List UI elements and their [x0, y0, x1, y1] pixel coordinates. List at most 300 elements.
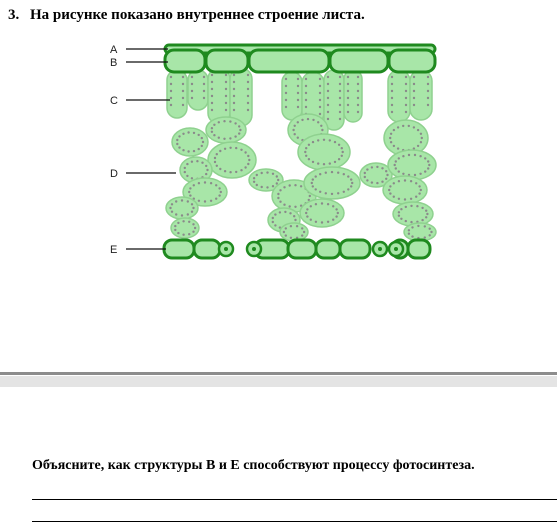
chloroplast — [388, 189, 390, 191]
chloroplast — [178, 135, 180, 137]
chloroplast — [244, 151, 246, 153]
chloroplast — [398, 180, 400, 182]
chloroplast — [284, 211, 286, 213]
chloroplast — [182, 83, 184, 85]
answer-line[interactable] — [32, 521, 557, 522]
chloroplast — [170, 76, 172, 78]
chloroplast — [182, 76, 184, 78]
chloroplast — [414, 174, 416, 176]
chloroplast — [357, 104, 359, 106]
chloroplast — [210, 200, 212, 202]
chloroplast — [391, 83, 393, 85]
chloroplast — [203, 76, 205, 78]
chloroplast — [428, 164, 430, 166]
chloroplast — [339, 90, 341, 92]
chloroplast — [419, 173, 421, 175]
chloroplast — [312, 119, 314, 121]
upper-epidermis-cell — [249, 50, 329, 72]
chloroplast — [198, 182, 200, 184]
chloroplast — [307, 118, 309, 120]
chloroplast — [297, 99, 299, 101]
chloroplast — [427, 160, 429, 162]
chloroplast — [421, 137, 423, 139]
question-title: На рисунке показано внутреннее строение листа. — [30, 7, 365, 23]
chloroplast — [189, 194, 191, 196]
chloroplast — [294, 184, 296, 186]
chloroplast — [413, 76, 415, 78]
chloroplast — [175, 200, 177, 202]
chloroplast — [402, 173, 404, 175]
chloroplast — [170, 83, 172, 85]
chloroplast — [229, 120, 231, 122]
chloroplast — [357, 97, 359, 99]
chloroplast — [297, 78, 299, 80]
chloroplast — [417, 225, 419, 227]
chloroplast — [191, 90, 193, 92]
chloroplast — [319, 173, 321, 175]
chloroplast — [201, 137, 203, 139]
stoma-pore — [378, 247, 382, 251]
chloroplast — [420, 133, 422, 135]
chloroplast — [371, 181, 373, 183]
chloroplast — [191, 211, 193, 213]
chloroplast — [405, 206, 407, 208]
chloroplast — [182, 104, 184, 106]
chloroplast — [393, 196, 395, 198]
chloroplast — [327, 76, 329, 78]
chloroplast — [424, 225, 426, 227]
chloroplast — [413, 97, 415, 99]
chloroplast — [305, 147, 307, 149]
chloroplast — [391, 90, 393, 92]
chloroplast — [425, 210, 427, 212]
chloroplast — [398, 170, 400, 172]
chloroplast — [381, 181, 383, 183]
chloroplast — [315, 188, 317, 190]
chloroplast — [182, 97, 184, 99]
lower-epidermis-cell — [288, 240, 316, 258]
chloroplast — [417, 129, 419, 131]
chloroplast — [337, 172, 339, 174]
chloroplast — [214, 157, 216, 159]
chloroplast — [339, 104, 341, 106]
chloroplast — [233, 109, 235, 111]
chloroplast — [184, 171, 186, 173]
chloroplast — [351, 182, 353, 184]
chloroplast — [272, 185, 274, 187]
chloroplast — [315, 203, 317, 205]
chloroplast — [393, 182, 395, 184]
chloroplast — [186, 175, 188, 177]
chloroplast — [274, 213, 276, 215]
chloroplast — [410, 198, 412, 200]
chloroplast — [398, 157, 400, 159]
chloroplast — [182, 90, 184, 92]
chloroplast — [233, 74, 235, 76]
upper-epidermis-cell — [165, 50, 205, 72]
chloroplast — [301, 227, 303, 229]
chloroplast — [321, 129, 323, 131]
chloroplast — [285, 234, 287, 236]
chloroplast — [315, 175, 317, 177]
chloroplast — [327, 111, 329, 113]
chloroplast — [233, 95, 235, 97]
chloroplast — [187, 213, 189, 215]
palisade-cell — [324, 70, 344, 130]
chloroplast — [418, 185, 420, 187]
section-divider-shadow — [0, 376, 557, 387]
chloroplast — [285, 227, 287, 229]
chloroplast — [216, 165, 218, 167]
chloroplast — [300, 185, 302, 187]
chloroplast — [390, 141, 392, 143]
chloroplast — [397, 147, 399, 149]
chloroplast — [410, 205, 412, 207]
label-c: C — [110, 95, 118, 107]
chloroplast — [219, 150, 221, 152]
chloroplast — [189, 187, 191, 189]
chloroplast — [327, 90, 329, 92]
chloroplast — [413, 104, 415, 106]
chloroplast — [393, 145, 395, 147]
chloroplast — [276, 175, 278, 177]
chloroplast — [305, 155, 307, 157]
chloroplast — [329, 162, 331, 164]
chloroplast — [427, 83, 429, 85]
chloroplast — [186, 163, 188, 165]
chloroplast — [421, 207, 423, 209]
chloroplast — [215, 198, 217, 200]
chloroplast — [294, 219, 296, 221]
chloroplast — [224, 148, 226, 150]
chloroplast — [395, 167, 397, 169]
chloroplast — [319, 191, 321, 193]
leaf-cells — [164, 45, 436, 258]
chloroplast — [331, 171, 333, 173]
chloroplast — [171, 203, 173, 205]
chloroplast — [214, 161, 216, 163]
chloroplast — [405, 111, 407, 113]
chloroplast — [170, 90, 172, 92]
chloroplast — [308, 144, 310, 146]
chloroplast — [294, 125, 296, 127]
chloroplast — [391, 111, 393, 113]
chloroplast — [405, 83, 407, 85]
chloroplast — [290, 225, 292, 227]
chloroplast — [285, 106, 287, 108]
chloroplast — [312, 185, 314, 187]
chloroplast — [277, 197, 279, 199]
chloroplast — [261, 186, 263, 188]
chloroplast — [325, 192, 327, 194]
chloroplast — [405, 76, 407, 78]
chloroplast — [211, 95, 213, 97]
chloroplast — [317, 139, 319, 141]
chloroplast — [285, 78, 287, 80]
chloroplast — [211, 88, 213, 90]
chloroplast — [182, 234, 184, 236]
chloroplast — [235, 147, 237, 149]
chloroplast — [193, 150, 195, 152]
chloroplast — [390, 133, 392, 135]
chloroplast — [319, 113, 321, 115]
chloroplast — [274, 224, 276, 226]
chloroplast — [347, 97, 349, 99]
chloroplast — [405, 97, 407, 99]
question-number: 3. — [8, 7, 20, 23]
chloroplast — [427, 104, 429, 106]
chloroplast — [187, 200, 189, 202]
chloroplast — [297, 85, 299, 87]
chloroplast — [213, 124, 215, 126]
chloroplast — [393, 129, 395, 131]
chloroplast — [305, 99, 307, 101]
chloroplast — [238, 125, 240, 127]
chloroplast — [429, 234, 431, 236]
chloroplast — [219, 168, 221, 170]
chloroplast — [283, 231, 285, 233]
chloroplast — [240, 149, 242, 151]
chloroplast — [289, 212, 291, 214]
chloroplast — [357, 83, 359, 85]
chloroplast — [366, 168, 368, 170]
chloroplast — [290, 237, 292, 239]
chloroplast — [292, 129, 294, 131]
chloroplast — [233, 102, 235, 104]
chloroplast — [203, 97, 205, 99]
chloroplast — [279, 189, 281, 191]
chloroplast — [405, 90, 407, 92]
chloroplast — [188, 191, 190, 193]
chloroplast — [211, 74, 213, 76]
chloroplast — [327, 104, 329, 106]
stoma-pore — [394, 247, 398, 251]
chloroplast — [170, 97, 172, 99]
chloroplast — [225, 95, 227, 97]
chloroplast — [334, 141, 336, 143]
chloroplast — [238, 132, 240, 134]
chloroplast — [426, 213, 428, 215]
chloroplast — [343, 173, 345, 175]
chloroplast — [319, 99, 321, 101]
chloroplast — [391, 104, 393, 106]
lower-epidermis-cell — [408, 240, 430, 258]
chloroplast — [339, 76, 341, 78]
chloroplast — [320, 125, 322, 127]
chloroplast — [283, 204, 285, 206]
chloroplast — [408, 229, 410, 231]
chloroplast — [311, 182, 313, 184]
chloroplast — [312, 178, 314, 180]
chloroplast — [335, 215, 337, 217]
chloroplast — [201, 162, 203, 164]
chloroplast — [405, 104, 407, 106]
chloroplast — [343, 191, 345, 193]
chloroplast — [181, 199, 183, 201]
chloroplast — [211, 81, 213, 83]
section-divider — [0, 372, 557, 375]
chloroplast — [285, 92, 287, 94]
lower-epidermis-cell — [340, 240, 370, 258]
chloroplast — [413, 90, 415, 92]
chloroplast — [256, 174, 258, 176]
chloroplast — [347, 175, 349, 177]
chloroplast — [218, 137, 220, 139]
question-prompt: Объясните, как структуры B и E способствуют процессу фотосинтеза. — [32, 458, 475, 473]
chloroplast — [413, 83, 415, 85]
chloroplast — [338, 144, 340, 146]
chloroplast — [218, 187, 220, 189]
chloroplast — [332, 205, 334, 207]
chloroplast — [420, 141, 422, 143]
chloroplast — [306, 208, 308, 210]
chloroplast — [305, 78, 307, 80]
chloroplast — [301, 234, 303, 236]
chloroplast — [427, 76, 429, 78]
chloroplast — [247, 163, 249, 165]
chloroplast — [391, 76, 393, 78]
chloroplast — [319, 92, 321, 94]
chloroplast — [429, 228, 431, 230]
chloroplast — [211, 127, 213, 129]
chloroplast — [419, 155, 421, 157]
chloroplast — [188, 233, 190, 235]
chloroplast — [297, 92, 299, 94]
chloroplast — [421, 219, 423, 221]
chloroplast — [305, 212, 307, 214]
chloroplast — [202, 141, 204, 143]
chloroplast — [411, 235, 413, 237]
chloroplast — [198, 134, 200, 136]
chloroplast — [321, 221, 323, 223]
chloroplast — [213, 134, 215, 136]
chloroplast — [285, 85, 287, 87]
chloroplast — [211, 131, 213, 133]
chloroplast — [233, 88, 235, 90]
chloroplast — [266, 171, 268, 173]
chloroplast — [415, 196, 417, 198]
chloroplast — [205, 165, 207, 167]
chloroplast — [319, 85, 321, 87]
chloroplast — [327, 203, 329, 205]
chloroplast — [427, 90, 429, 92]
chloroplast — [376, 166, 378, 168]
chloroplast — [234, 135, 236, 137]
chloroplast — [170, 104, 172, 106]
chloroplast — [181, 214, 183, 216]
chloroplast — [312, 161, 314, 163]
chloroplast — [312, 141, 314, 143]
chloroplast — [385, 170, 387, 172]
chloroplast — [235, 171, 237, 173]
chloroplast — [204, 200, 206, 202]
chloroplast — [187, 150, 189, 152]
chloroplast — [293, 215, 295, 217]
chloroplast — [305, 106, 307, 108]
chloroplast — [418, 192, 420, 194]
chloroplast — [188, 221, 190, 223]
chloroplast — [210, 182, 212, 184]
chloroplast — [332, 219, 334, 221]
chloroplast — [327, 221, 329, 223]
chloroplast — [347, 83, 349, 85]
chloroplast — [424, 236, 426, 238]
chloroplast — [347, 188, 349, 190]
chloroplast — [174, 225, 176, 227]
chloroplast — [266, 186, 268, 188]
chloroplast — [341, 147, 343, 149]
lower-epidermis-cell — [316, 240, 340, 258]
chloroplast — [248, 159, 250, 161]
chloroplast — [398, 211, 400, 213]
chloroplast — [261, 172, 263, 174]
chloroplast — [417, 145, 419, 147]
chloroplast — [319, 106, 321, 108]
chloroplast — [223, 120, 225, 122]
chloroplast — [371, 166, 373, 168]
chloroplast — [247, 74, 249, 76]
chloroplast — [329, 139, 331, 141]
chloroplast — [347, 76, 349, 78]
chloroplast — [297, 106, 299, 108]
chloroplast — [294, 133, 296, 135]
chloroplast — [430, 231, 432, 233]
chloroplast — [247, 95, 249, 97]
chloroplast — [334, 161, 336, 163]
lower-epidermis-cell — [164, 240, 194, 258]
label-d: D — [110, 168, 118, 180]
chloroplast — [201, 145, 203, 147]
chloroplast — [272, 173, 274, 175]
chloroplast — [193, 184, 195, 186]
chloroplast — [244, 166, 246, 168]
chloroplast — [229, 147, 231, 149]
chloroplast — [233, 81, 235, 83]
chloroplast — [357, 90, 359, 92]
stoma-pore — [252, 247, 256, 251]
chloroplast — [203, 90, 205, 92]
chloroplast — [408, 125, 410, 127]
chloroplast — [325, 172, 327, 174]
chloroplast — [203, 83, 205, 85]
chloroplast — [395, 160, 397, 162]
chloroplast — [247, 81, 249, 83]
chloroplast — [218, 121, 220, 123]
chloroplast — [187, 131, 189, 133]
chloroplast — [247, 109, 249, 111]
answer-line[interactable] — [32, 499, 557, 500]
chloroplast — [240, 169, 242, 171]
chloroplast — [247, 102, 249, 104]
chloroplast — [319, 78, 321, 80]
chloroplast — [289, 205, 291, 207]
chloroplast — [339, 97, 341, 99]
chloroplast — [306, 215, 308, 217]
chloroplast — [182, 220, 184, 222]
chloroplast — [391, 97, 393, 99]
chloroplast — [350, 178, 352, 180]
chloroplast — [175, 213, 177, 215]
chloroplast — [309, 195, 311, 197]
chloroplast — [317, 121, 319, 123]
chloroplast — [402, 125, 404, 127]
chloroplast — [178, 146, 180, 148]
chloroplast — [198, 200, 200, 202]
chloroplast — [389, 192, 391, 194]
chloroplast — [192, 231, 194, 233]
chloroplast — [283, 186, 285, 188]
chloroplast — [415, 182, 417, 184]
